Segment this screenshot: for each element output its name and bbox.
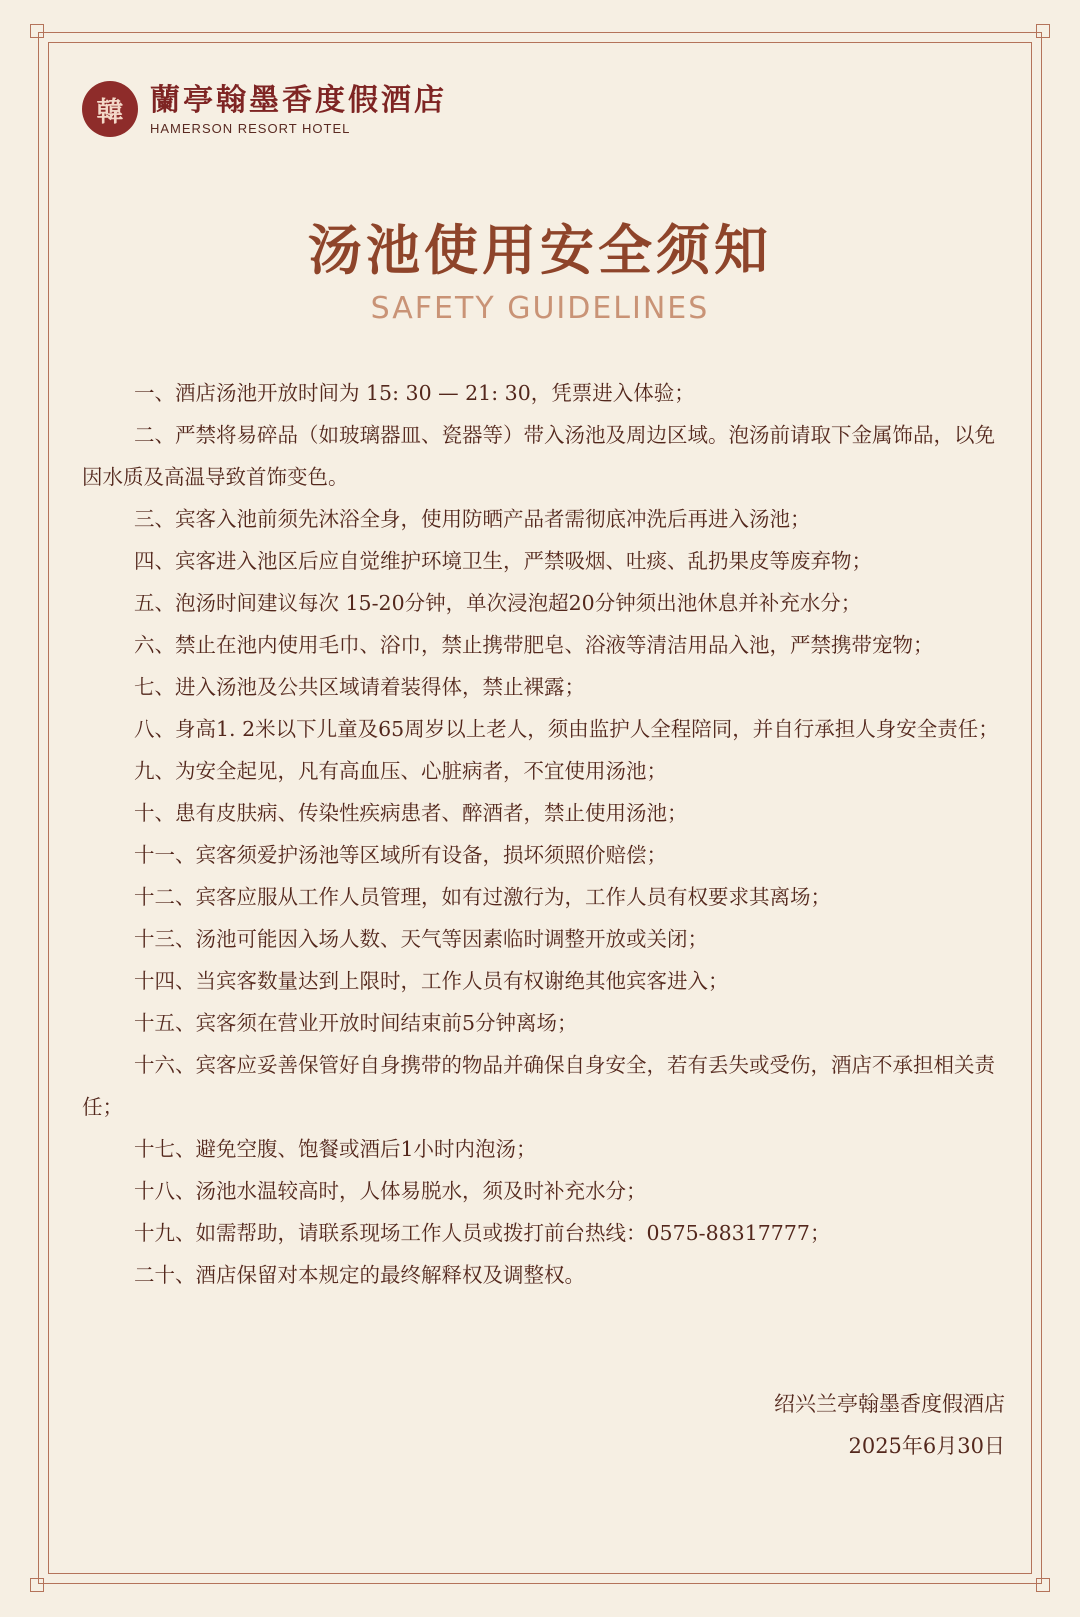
rule-item: 八、身高1. 2米以下儿童及65周岁以上老人，须由监护人全程陪同，并自行承担人身安全责任； — [134, 717, 999, 741]
rule-item: 三、宾客入池前须先沐浴全身，使用防晒产品者需彻底冲洗后再进入汤池； — [134, 507, 811, 531]
rule-item: 二、严禁将易碎品（如玻璃器皿、瓷器等）带入汤池及周边区域。泡汤前请取下金属饰品，以免因水质及高温导致首饰变色。 — [82, 423, 995, 489]
rule-item: 十、患有皮肤病、传染性疾病患者、醉酒者，禁止使用汤池； — [134, 801, 688, 825]
hotel-name-cn: 蘭亭翰墨香度假酒店 — [150, 82, 447, 118]
hotel-logo — [82, 79, 447, 139]
signature-org: 绍兴兰亭翰墨香度假酒店 — [774, 1392, 1005, 1416]
signature-date: 2025年6月30日 — [848, 1434, 1005, 1458]
seal-char: 韓 — [96, 96, 124, 128]
rule-item: 十三、汤池可能因入场人数、天气等因素临时调整开放或关闭； — [134, 927, 708, 951]
rule-item: 四、宾客进入池区后应自觉维护环境卫生，严禁吸烟、吐痰、乱扔果皮等废弃物； — [134, 549, 872, 573]
brand-text — [150, 83, 447, 136]
rule-item: 九、为安全起见，凡有高血压、心脏病者，不宜使用汤池； — [134, 759, 667, 783]
rule-item: 十四、当宾客数量达到上限时，工作人员有权谢绝其他宾客进入； — [134, 969, 729, 993]
corner-ornament-bottom-left — [30, 1578, 44, 1592]
corner-ornament-bottom-right — [1036, 1578, 1050, 1592]
rule-item: 十五、宾客须在营业开放时间结束前5分钟离场； — [134, 1011, 578, 1035]
page-title: 汤池使用安全须知 — [308, 218, 772, 282]
rule-item: 七、进入汤池及公共区域请着装得体，禁止裸露； — [134, 675, 585, 699]
hotel-name-en: HAMERSON RESORT HOTEL — [150, 120, 351, 136]
page-subtitle: SAFETY GUIDELINES — [370, 291, 710, 326]
rule-item: 十九、如需帮助，请联系现场工作人员或拨打前台热线：0575-88317777； — [134, 1221, 831, 1245]
corner-ornament-top-left — [30, 24, 44, 38]
rule-item: 五、泡汤时间建议每次 15-20分钟，单次浸泡超20分钟须出池休息并补充水分； — [134, 591, 862, 615]
rule-item: 十二、宾客应服从工作人员管理，如有过激行为，工作人员有权要求其离场； — [134, 885, 831, 909]
rule-item: 二十、酒店保留对本规定的最终解释权及调整权。 — [134, 1263, 585, 1287]
corner-ornament-top-right — [1036, 24, 1050, 38]
rule-item: 六、禁止在池内使用毛巾、浴巾，禁止携带肥皂、浴液等清洁用品入池，严禁携带宠物； — [134, 633, 934, 657]
rules-list — [82, 372, 1006, 1296]
rule-item: 十八、汤池水温较高时，人体易脱水，须及时补充水分； — [134, 1179, 647, 1203]
signature-block — [774, 1383, 1005, 1467]
rule-item: 一、酒店汤池开放时间为 15: 30 — 21: 30，凭票进入体验； — [134, 381, 695, 405]
rule-item: 十七、避免空腹、饱餐或酒后1小时内泡汤； — [134, 1137, 537, 1161]
rule-item: 十一、宾客须爱护汤池等区域所有设备，损坏须照价赔偿； — [134, 843, 667, 867]
rule-item: 十六、宾客应妥善保管好自身携带的物品并确保自身安全，若有丢失或受伤，酒店不承担相关责任； — [82, 1053, 995, 1119]
seal-icon — [82, 81, 138, 137]
